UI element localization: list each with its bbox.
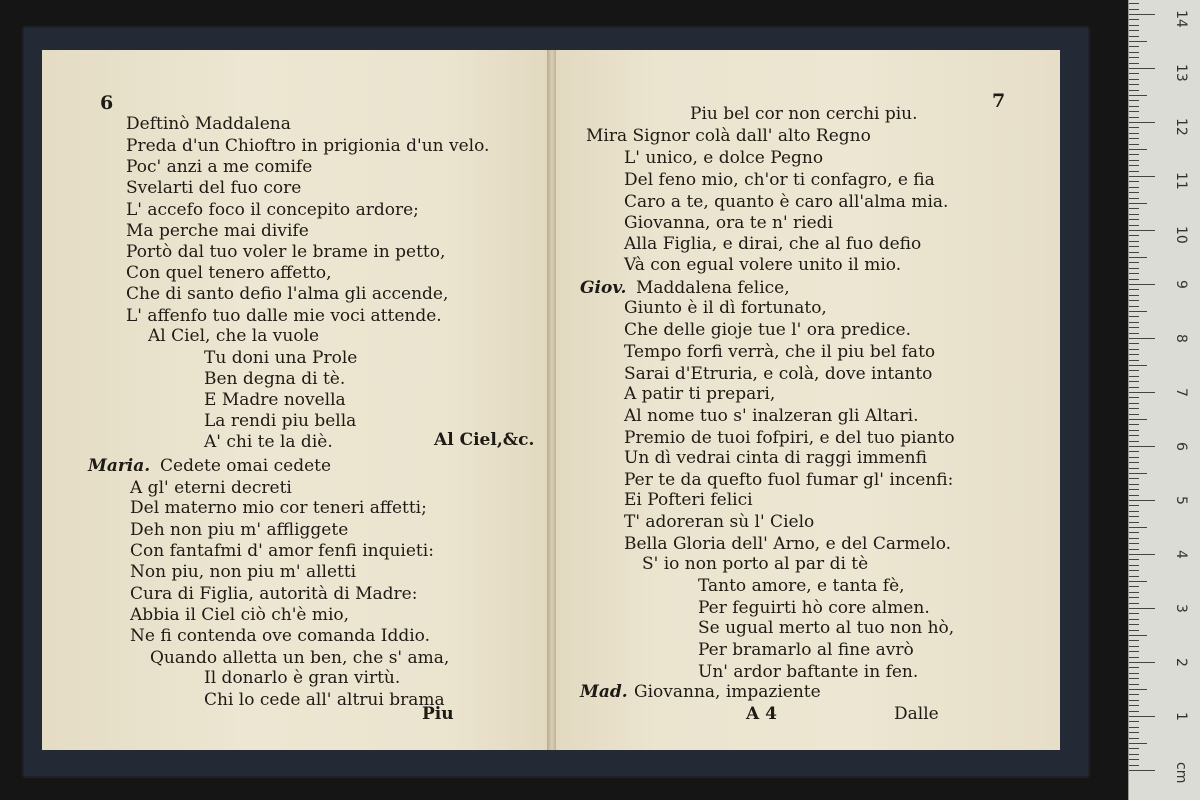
ruler-tick	[1129, 111, 1139, 112]
right-page-line: Mira Signor colà dall' alto Regno	[586, 126, 871, 146]
ruler-tick	[1129, 100, 1139, 101]
right-page-line: Caro a te, quanto è caro all'alma mia.	[624, 192, 949, 212]
ruler-tick	[1129, 565, 1139, 566]
ruler-tick	[1129, 187, 1139, 188]
right-page-line: Per feguirti hò core almen.	[698, 598, 930, 618]
right-page-line: Alla Figlia, e dirai, che al fuo defio	[624, 234, 922, 254]
ruler-number: 3	[1173, 604, 1189, 613]
left-page-line: Ma perche mai divife	[126, 221, 309, 241]
ruler-tick	[1129, 684, 1139, 685]
left-page-line: Cedete omai cedete	[160, 456, 332, 476]
left-page-line: Al Ciel, che la vuole	[148, 326, 320, 346]
right-page-line: T' adoreran sù l' Cielo	[624, 512, 815, 532]
ruler-tick	[1129, 289, 1139, 290]
ruler-tick	[1129, 630, 1139, 631]
ruler-tick	[1129, 165, 1139, 166]
ruler-tick	[1129, 14, 1155, 15]
ruler-tick	[1129, 181, 1139, 182]
ruler-tick	[1129, 743, 1147, 744]
ruler-tick	[1129, 770, 1155, 771]
ruler-tick	[1129, 667, 1139, 668]
right-page-line: L' unico, e dolce Pegno	[624, 148, 824, 168]
ruler-tick	[1129, 68, 1155, 69]
ruler-tick	[1129, 613, 1139, 614]
right-page-line: S' io non porto al par di tè	[642, 554, 869, 574]
ruler-tick	[1129, 592, 1139, 593]
ruler-tick	[1129, 208, 1139, 209]
ruler-tick	[1129, 543, 1139, 544]
left-page-line: Poc' anzi a me comife	[126, 157, 313, 177]
ruler-tick	[1129, 311, 1147, 312]
ruler-tick	[1129, 765, 1139, 766]
speaker-mad: Mad.	[580, 682, 628, 702]
ruler-tick	[1129, 581, 1147, 582]
ruler-tick	[1129, 316, 1139, 317]
ruler-tick	[1129, 273, 1139, 274]
left-page-line: Non piu, non piu m' alletti	[130, 562, 357, 582]
ruler-tick	[1129, 532, 1139, 533]
ruler-tick	[1129, 171, 1139, 172]
left-page-line: Con quel tenero affetto,	[126, 263, 332, 283]
ruler-tick	[1129, 52, 1139, 53]
ruler-tick	[1129, 95, 1147, 96]
ruler-tick	[1129, 689, 1147, 690]
left-page-line: Preda d'un Chioftro in prigionia d'un velo.	[126, 136, 490, 156]
left-page-line: Quando alletta un ben, che s' ama,	[150, 648, 450, 668]
ruler-tick	[1129, 446, 1155, 447]
left-page-line: Deftinò Maddalena	[126, 114, 291, 134]
ruler-tick	[1129, 414, 1139, 415]
right-page-line: Del feno mio, ch'or ti confagro, e fia	[624, 170, 935, 190]
right-page-line: Tanto amore, e tanta fè,	[698, 576, 905, 596]
ruler-tick	[1129, 495, 1139, 496]
measurement-ruler	[1128, 0, 1200, 800]
ruler-tick	[1129, 705, 1139, 706]
ruler-tick	[1129, 106, 1139, 107]
ruler-tick	[1129, 122, 1155, 123]
ruler-tick	[1129, 214, 1139, 215]
ruler-tick	[1129, 505, 1139, 506]
ruler-number: 10	[1173, 226, 1189, 244]
ruler-tick	[1129, 554, 1155, 555]
ruler-tick	[1129, 430, 1139, 431]
ruler-tick	[1129, 322, 1139, 323]
ruler-tick	[1129, 727, 1139, 728]
left-page-line: Abbia il Ciel ciò ch'è mio,	[130, 605, 350, 625]
ruler-number: 5	[1173, 496, 1189, 505]
ruler-tick	[1129, 79, 1139, 80]
left-page-line: L' accefo foco il concepito ardore;	[126, 200, 419, 220]
ruler-tick	[1129, 646, 1139, 647]
ruler-tick	[1129, 408, 1139, 409]
ruler-tick	[1129, 759, 1139, 760]
ruler-tick	[1129, 673, 1139, 674]
ruler-tick	[1129, 354, 1139, 355]
ruler-tick	[1129, 478, 1139, 479]
ruler-tick	[1129, 46, 1139, 47]
left-page-line: E Madre novella	[204, 390, 346, 410]
right-page-line: Per te da quefto fuol fumar gl' incenfi:	[624, 470, 954, 490]
ruler-tick	[1129, 376, 1139, 377]
ruler-tick	[1129, 711, 1139, 712]
ruler-tick	[1129, 608, 1155, 609]
right-page-line: Ei Pofteri felici	[624, 490, 753, 510]
page-number-left: 6	[100, 92, 114, 114]
ruler-number: 8	[1173, 334, 1189, 343]
ruler-tick	[1129, 192, 1139, 193]
ruler-tick	[1129, 63, 1139, 64]
right-page-line: Per bramarlo al fine avrò	[698, 640, 914, 660]
page-number-right: 7	[992, 90, 1006, 112]
ruler-tick	[1129, 462, 1139, 463]
ruler-tick	[1129, 203, 1147, 204]
ruler-tick	[1129, 657, 1139, 658]
ruler-number: 1	[1173, 712, 1189, 721]
ruler-tick	[1129, 381, 1139, 382]
ruler-tick	[1129, 230, 1155, 231]
ruler-tick	[1129, 257, 1147, 258]
right-page-line: Giunto è il dì fortunato,	[624, 298, 827, 318]
ruler-tick	[1129, 738, 1139, 739]
ruler-tick	[1129, 700, 1139, 701]
ruler-tick	[1129, 57, 1139, 58]
ruler-tick	[1129, 19, 1139, 20]
left-page-line: Tu doni una Prole	[204, 348, 358, 368]
ruler-tick	[1129, 522, 1139, 523]
left-page-line: Svelarti del fuo core	[126, 178, 302, 198]
ruler-tick	[1129, 468, 1139, 469]
ruler-tick	[1129, 235, 1139, 236]
ruler-tick	[1129, 603, 1139, 604]
ruler-tick	[1129, 559, 1139, 560]
ruler-tick	[1129, 149, 1147, 150]
ruler-tick	[1129, 127, 1139, 128]
ruler-number: 14	[1173, 10, 1189, 28]
ruler-tick	[1129, 424, 1139, 425]
right-page-line: Giovanna, impaziente	[634, 682, 821, 702]
right-page-line: Maddalena felice,	[636, 278, 790, 298]
ruler-tick	[1129, 262, 1139, 263]
ruler-tick	[1129, 419, 1147, 420]
ruler-number: 2	[1173, 658, 1189, 667]
ruler-tick	[1129, 84, 1139, 85]
ruler-tick	[1129, 138, 1139, 139]
ruler-tick	[1129, 586, 1139, 587]
ruler-tick	[1129, 343, 1139, 344]
ruler-tick	[1129, 435, 1139, 436]
ruler-tick	[1129, 284, 1155, 285]
right-page-line: Giovanna, ora te n' riedi	[624, 213, 833, 233]
ruler-tick	[1129, 36, 1139, 37]
right-page-line: Và con egual volere unito il mio.	[624, 255, 902, 275]
ruler-tick	[1129, 716, 1155, 717]
ruler-tick	[1129, 748, 1139, 749]
ruler-tick	[1129, 678, 1139, 679]
ruler-tick	[1129, 597, 1139, 598]
right-page-line: Premio de tuoi fofpiri, e del tuo pianto	[624, 428, 955, 448]
ruler-tick	[1129, 176, 1155, 177]
ruler-tick	[1129, 576, 1139, 577]
ruler-tick	[1129, 651, 1139, 652]
right-page-line: A patir ti prepari,	[624, 384, 776, 404]
left-page-line: La rendi piu bella	[204, 411, 357, 431]
ruler-tick	[1129, 333, 1139, 334]
ruler-tick	[1129, 451, 1139, 452]
left-page-line: Ben degna di tè.	[204, 369, 346, 389]
ruler-number: 6	[1173, 442, 1189, 451]
ruler-number: 12	[1173, 118, 1189, 136]
ruler-tick	[1129, 721, 1139, 722]
ruler-tick	[1129, 306, 1139, 307]
left-page-line: Cura di Figlia, autorità di Madre:	[130, 584, 418, 604]
ruler-tick	[1129, 500, 1155, 501]
ruler-tick	[1129, 252, 1139, 253]
ruler-tick	[1129, 160, 1139, 161]
left-page-line: Chi lo cede all' altrui brama	[204, 690, 445, 710]
right-page-line: Un dì vedrai cinta di raggi immenfi	[624, 448, 927, 468]
ruler-number: 13	[1173, 64, 1189, 82]
left-page-line: A gl' eterni decreti	[130, 478, 292, 498]
ruler-tick	[1129, 349, 1139, 350]
left-page-line: Del materno mio cor teneri affetti;	[130, 498, 427, 518]
speaker-maria: Maria.	[88, 456, 151, 476]
ruler-tick	[1129, 489, 1139, 490]
catchword-right: Dalle	[894, 704, 939, 724]
ruler-tick	[1129, 441, 1139, 442]
right-page-line: Un' ardor baftante in fen.	[698, 662, 919, 682]
ruler-tick	[1129, 457, 1139, 458]
ruler-tick	[1129, 246, 1139, 247]
right-page-line: Al nome tuo s' inalzeran gli Altari.	[624, 406, 919, 426]
ruler-tick	[1129, 662, 1155, 663]
left-page-line: Che di santo defio l'alma gli accende,	[126, 284, 449, 304]
ruler-tick	[1129, 624, 1139, 625]
ruler-number: 4	[1173, 550, 1189, 559]
ruler-tick	[1129, 397, 1139, 398]
speaker-giov: Giov.	[580, 278, 627, 298]
ruler-tick	[1129, 73, 1139, 74]
ruler-tick	[1129, 549, 1139, 550]
right-page-line: Se ugual merto al tuo non hò,	[698, 618, 955, 638]
ruler-tick	[1129, 300, 1139, 301]
ruler-tick	[1129, 516, 1139, 517]
ruler-tick	[1129, 90, 1139, 91]
right-page	[556, 50, 1060, 750]
right-page-line: Che delle gioje tue l' ora predice.	[624, 320, 912, 340]
ruler-tick	[1129, 117, 1139, 118]
ruler-tick	[1129, 754, 1139, 755]
ruler-tick	[1129, 133, 1139, 134]
ruler-tick	[1129, 360, 1139, 361]
ruler-tick	[1129, 484, 1139, 485]
ruler-tick	[1129, 473, 1147, 474]
ruler-tick	[1129, 511, 1139, 512]
refrain-marker: Al Ciel,&c.	[434, 430, 535, 450]
left-page-line: A' chi te la diè.	[204, 432, 333, 452]
ruler-tick	[1129, 635, 1147, 636]
ruler-tick	[1129, 538, 1139, 539]
signature-mark: A 4	[746, 704, 777, 724]
ruler-tick	[1129, 327, 1139, 328]
ruler-tick	[1129, 3, 1139, 4]
ruler-tick	[1129, 295, 1139, 296]
ruler-tick	[1129, 25, 1139, 26]
ruler-tick	[1129, 338, 1155, 339]
right-page-line: Bella Gloria dell' Arno, e del Carmelo.	[624, 534, 952, 554]
ruler-tick	[1129, 225, 1139, 226]
ruler-tick	[1129, 365, 1147, 366]
ruler-unit: cm	[1173, 762, 1189, 784]
ruler-tick	[1129, 198, 1139, 199]
ruler-tick	[1129, 154, 1139, 155]
ruler-tick	[1129, 9, 1139, 10]
ruler-tick	[1129, 640, 1139, 641]
left-page-line: Il donarlo è gran virtù.	[204, 668, 401, 688]
ruler-tick	[1129, 694, 1139, 695]
ruler-tick	[1129, 30, 1139, 31]
ruler-tick	[1129, 219, 1139, 220]
ruler-tick	[1129, 732, 1139, 733]
ruler-tick	[1129, 370, 1139, 371]
ruler-tick	[1129, 241, 1139, 242]
ruler-tick	[1129, 279, 1139, 280]
ruler-tick	[1129, 144, 1139, 145]
ruler-tick	[1129, 392, 1155, 393]
left-page-line: Portò dal tuo voler le brame in petto,	[126, 242, 446, 262]
right-page-line: Piu bel cor non cerchi piu.	[690, 104, 918, 124]
ruler-tick	[1129, 570, 1139, 571]
ruler-number: 7	[1173, 388, 1189, 397]
right-page-line: Sarai d'Etruria, e colà, dove intanto	[624, 364, 933, 384]
ruler-number: 11	[1173, 172, 1189, 190]
ruler-tick	[1129, 619, 1139, 620]
left-page-line: Con fantafmi d' amor fenfi inquieti:	[130, 541, 434, 561]
left-page-line: Deh non piu m' affliggete	[130, 520, 349, 540]
left-page	[42, 50, 548, 750]
ruler-number: 9	[1173, 280, 1189, 289]
ruler-tick	[1129, 527, 1147, 528]
ruler-tick	[1129, 268, 1139, 269]
right-page-line: Tempo forfi verrà, che il piu bel fato	[624, 342, 936, 362]
ruler-tick	[1129, 41, 1147, 42]
left-page-line: L' affenfo tuo dalle mie voci attende.	[126, 306, 442, 326]
left-page-line: Ne fi contenda ove comanda Iddio.	[130, 626, 430, 646]
ruler-tick	[1129, 403, 1139, 404]
ruler-tick	[1129, 387, 1139, 388]
catchword-left: Piu	[422, 704, 454, 724]
